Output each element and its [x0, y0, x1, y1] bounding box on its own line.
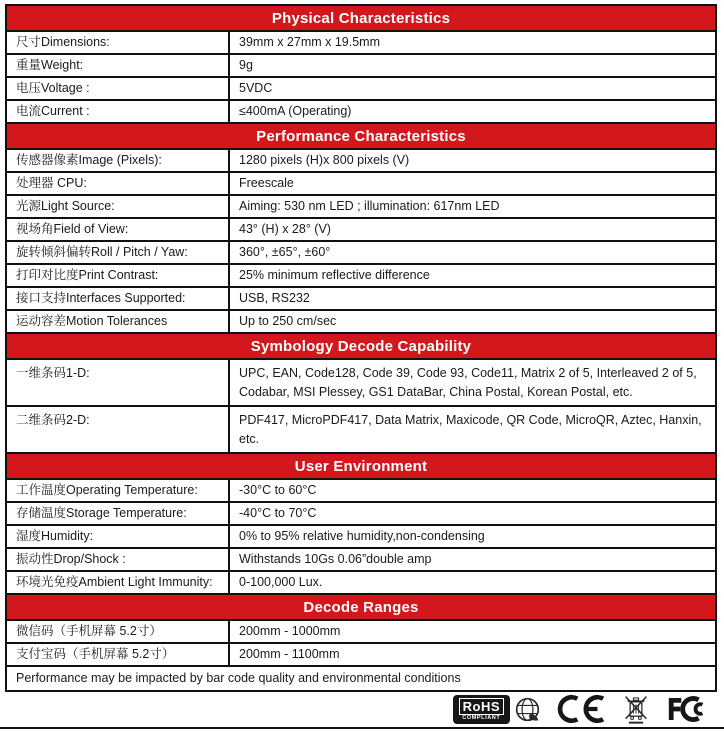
spec-label: 存储温度Storage Temperature:	[7, 503, 230, 524]
section-title: Decode Ranges	[303, 598, 419, 616]
spec-value: Aiming: 530 nm LED ; illumination: 617nm LED	[239, 199, 500, 213]
spec-value: -40°C to 70°C	[239, 506, 317, 520]
section-title: User Environment	[294, 457, 428, 475]
table-row	[7, 78, 715, 101]
table-row	[7, 407, 715, 454]
rohs-badge	[453, 695, 541, 724]
spec-label: 微信码（手机屏幕 5.2寸）	[7, 621, 230, 642]
spec-value: 200mm - 1000mm	[239, 624, 341, 638]
spec-value: 0-100,000 Lux.	[239, 575, 323, 589]
globe-icon	[514, 696, 541, 723]
fcc-logo-icon	[664, 694, 712, 724]
table-row	[7, 480, 715, 503]
spec-value: USB, RS232	[239, 291, 310, 305]
spec-label: 支付宝码（手机屏幕 5.2寸）	[7, 644, 230, 665]
spec-value: 360°, ±65°, ±60°	[239, 245, 331, 259]
spec-label: 湿度Humidity:	[7, 526, 230, 547]
rohs-label: RoHS	[459, 698, 504, 715]
section-header-symbology	[7, 334, 715, 360]
table-row	[7, 219, 715, 242]
table-row	[7, 150, 715, 173]
spec-value: PDF417, MicroPDF417, Data Matrix, Maxicode, QR Code, MicroQR, Aztec, Hanxin, etc.	[239, 413, 702, 446]
weee-bin-icon	[623, 693, 649, 725]
section-header-physical	[7, 6, 715, 32]
spec-label: 环境光免疫Ambient Light Immunity:	[7, 572, 230, 593]
spec-label: 视场角Field of View:	[7, 219, 230, 240]
spec-value: 43° (H) x 28° (V)	[239, 222, 331, 236]
spec-value: 1280 pixels (H)x 800 pixels (V)	[239, 153, 410, 167]
spec-value: -30°C to 60°C	[239, 483, 317, 497]
table-row	[7, 572, 715, 595]
table-row	[7, 288, 715, 311]
spec-label: 打印对比度Print Contrast:	[7, 265, 230, 286]
table-row	[7, 55, 715, 78]
spec-value: Up to 250 cm/sec	[239, 314, 337, 328]
spec-label: 传感器像素Image (Pixels):	[7, 150, 230, 171]
table-row	[7, 196, 715, 219]
table-row	[7, 503, 715, 526]
specification-table	[5, 4, 717, 692]
spec-label: 振动性Drop/Shock :	[7, 549, 230, 570]
spec-label: 电流Current :	[7, 101, 230, 122]
spec-label: 重量Weight:	[7, 55, 230, 76]
table-row	[7, 242, 715, 265]
spec-label: 二维条码2-D:	[7, 407, 230, 452]
spec-label: 工作温度Operating Temperature:	[7, 480, 230, 501]
section-title: Physical Characteristics	[271, 9, 451, 27]
table-row	[7, 360, 715, 407]
table-row	[7, 526, 715, 549]
spec-value: 9g	[239, 58, 253, 72]
table-row	[7, 644, 715, 667]
ce-mark-icon	[556, 694, 608, 724]
table-row	[7, 101, 715, 124]
table-row	[7, 173, 715, 196]
table-row	[7, 549, 715, 572]
spec-value: 39mm x 27mm x 19.5mm	[239, 35, 381, 49]
section-header-decode-ranges	[7, 595, 715, 621]
spec-value: 5VDC	[239, 81, 273, 95]
spec-label: 光源Light Source:	[7, 196, 230, 217]
spec-label: 接口支持Interfaces Supported:	[7, 288, 230, 309]
section-title: Symbology Decode Capability	[250, 337, 472, 355]
table-row	[7, 311, 715, 334]
spec-label: 处理器 CPU:	[7, 173, 230, 194]
table-row	[7, 621, 715, 644]
section-title: Performance Characteristics	[256, 127, 466, 145]
table-row	[7, 265, 715, 288]
spec-label: 一维条码1-D:	[7, 360, 230, 405]
spec-value: 200mm - 1100mm	[239, 647, 340, 661]
spec-value: ≤400mA (Operating)	[239, 104, 352, 118]
spec-value: Withstands 10Gs 0.06”double amp	[239, 552, 432, 566]
spec-value: 25% minimum reflective difference	[239, 268, 430, 282]
bottom-divider	[0, 727, 724, 729]
section-header-performance	[7, 124, 715, 150]
spec-value: Freescale	[239, 176, 294, 190]
table-row	[7, 32, 715, 55]
spec-value: 0% to 95% relative humidity,non-condensing	[239, 529, 485, 543]
rohs-compliant-label: COMPLIANT	[462, 715, 501, 721]
section-header-user-environment	[7, 454, 715, 480]
spec-value: UPC, EAN, Code128, Code 39, Code 93, Code11, Matrix 2 of 5, Interleaved 2 of 5, Codabar, MSI Plessey, GS1 DataBar, China Postal, Korean Postal, etc.	[239, 366, 697, 399]
spec-label: 运动容差Motion Tolerances	[7, 311, 230, 332]
footer-note-row	[7, 667, 715, 690]
spec-label: 尺寸Dimensions:	[7, 32, 230, 53]
spec-label: 电压Voltage :	[7, 78, 230, 99]
footer-note: Performance may be impacted by bar code quality and environmental conditions	[16, 671, 461, 685]
spec-label: 旋转倾斜偏转Roll / Pitch / Yaw:	[7, 242, 230, 263]
certification-logos	[453, 691, 712, 727]
